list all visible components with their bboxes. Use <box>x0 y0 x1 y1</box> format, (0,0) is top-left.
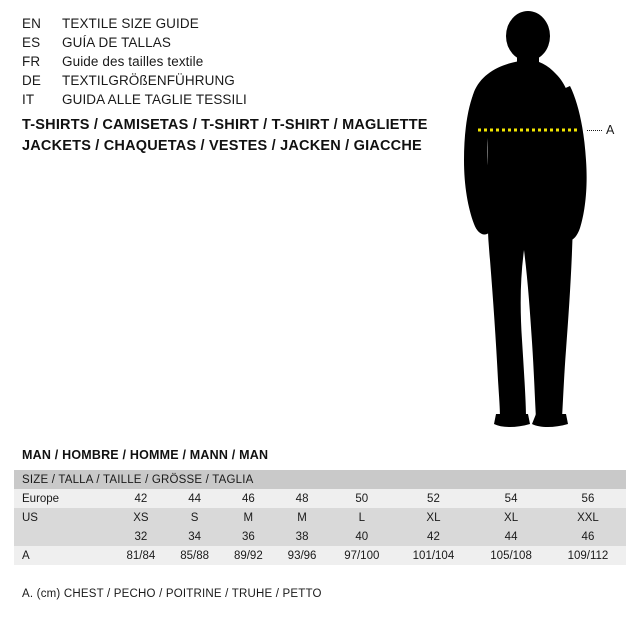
cell: 32 <box>134 530 148 543</box>
measure-leader-line <box>587 130 602 131</box>
language-code: IT <box>22 92 35 107</box>
cell: 54 <box>504 492 518 505</box>
size-table <box>14 470 626 565</box>
cell: S <box>190 511 199 524</box>
language-title: GUÍA DE TALLAS <box>62 35 171 50</box>
language-row <box>22 90 422 109</box>
language-code: EN <box>22 16 41 31</box>
table-row <box>14 508 626 527</box>
language-title: TEXTILE SIZE GUIDE <box>62 16 199 31</box>
cell: 56 <box>581 492 595 505</box>
cell: 97/100 <box>344 549 380 562</box>
row-label: Europe <box>22 492 60 505</box>
cell: M <box>297 511 307 524</box>
cell: 85/88 <box>180 549 209 562</box>
language-code: FR <box>22 54 41 69</box>
silhouette-icon <box>430 10 630 430</box>
cell: 46 <box>241 492 255 505</box>
measure-label-a: A <box>606 123 615 137</box>
table-header-row <box>14 470 626 489</box>
language-title: Guide des tailles textile <box>62 54 204 69</box>
category-jackets: JACKETS / CHAQUETAS / VESTES / JACKEN / GIACCHE <box>22 138 422 154</box>
row-label: US <box>22 511 38 524</box>
cell: XL <box>426 511 441 524</box>
cell: 42 <box>134 492 148 505</box>
category-list <box>22 115 442 157</box>
cell: 89/92 <box>233 549 263 562</box>
cell: 50 <box>355 492 369 505</box>
language-title: TEXTILGRÖßENFÜHRUNG <box>62 73 235 88</box>
body-silhouette-figure <box>430 10 630 430</box>
cell: 38 <box>295 530 309 543</box>
cell: 109/112 <box>567 549 609 562</box>
table-row <box>14 489 626 508</box>
cell: M <box>243 511 254 524</box>
cell: 44 <box>188 492 201 505</box>
cell: 52 <box>427 492 440 505</box>
table-group-title: MAN / HOMBRE / HOMME / MANN / MAN <box>22 448 269 462</box>
language-title: GUIDA ALLE TAGLIE TESSILI <box>62 92 247 107</box>
language-row <box>22 71 422 90</box>
cell: XS <box>133 511 149 524</box>
table-row <box>14 527 626 546</box>
language-list <box>22 14 422 109</box>
cell: 46 <box>581 530 595 543</box>
language-row <box>22 33 422 52</box>
cell: 40 <box>355 530 369 543</box>
language-row <box>22 14 422 33</box>
cell: 42 <box>427 530 440 543</box>
language-code: ES <box>22 35 41 50</box>
category-tshirts: T-SHIRTS / CAMISETAS / T-SHIRT / T-SHIRT / MAGLIETTE <box>22 117 428 133</box>
cell: 34 <box>188 530 201 543</box>
table-row <box>14 546 626 565</box>
language-code: DE <box>22 73 41 88</box>
cell: 101/104 <box>412 549 455 562</box>
language-row <box>22 52 422 71</box>
cell: XXL <box>577 511 599 524</box>
table-footnote: A. (cm) CHEST / PECHO / POITRINE / TRUHE / PETTO <box>22 588 322 600</box>
cell: 44 <box>504 530 518 543</box>
cell: XL <box>504 511 519 524</box>
cell: 105/108 <box>490 549 532 562</box>
cell: 81/84 <box>126 549 156 562</box>
row-label <box>14 527 114 546</box>
cell: 36 <box>241 530 255 543</box>
cell: 48 <box>295 492 309 505</box>
row-label: A <box>22 549 30 562</box>
cell: L <box>358 511 365 524</box>
cell: 93/96 <box>287 549 317 562</box>
table-header-label: SIZE / TALLA / TAILLE / GRÖSSE / TAGLIA <box>22 473 254 486</box>
